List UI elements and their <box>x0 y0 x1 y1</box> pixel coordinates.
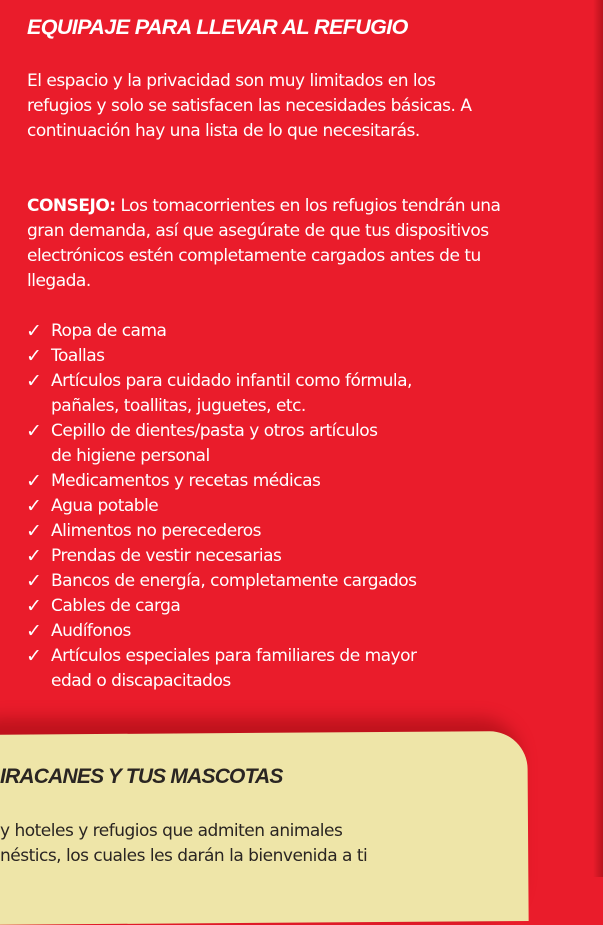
checklist-item: ✓ Prendas de vestir necesarias <box>26 545 282 567</box>
tip-paragraph <box>27 194 517 294</box>
pets-paragraph: y hoteles y refugios que admiten animales néstics, los cuales les darán la bienvenida a ti <box>0 821 368 866</box>
check-icon: ✓ <box>26 620 42 642</box>
check-icon: ✓ <box>26 345 42 367</box>
packing-checklist <box>26 319 417 694</box>
pets-heading: IRACANES Y TUS MASCOTAS <box>0 765 283 788</box>
check-icon: ✓ <box>26 370 42 392</box>
refuge-heading: EQUIPAJE PARA LLEVAR AL REFUGIO <box>27 15 408 39</box>
check-icon: ✓ <box>26 470 42 492</box>
checklist-item: ✓ Alimentos no perecederos <box>26 520 262 542</box>
check-icon: ✓ <box>26 595 42 617</box>
checklist-item: ✓ Bancos de energía, completamente cargados <box>26 570 417 592</box>
checklist-item: ✓ Ropa de cama <box>26 320 167 342</box>
checklist-item: ✓ Cepillo de dientes/pasta y otros artículos de higiene personal <box>26 420 378 466</box>
checklist-item: ✓ Artículos para cuidado infantil como fórmula, pañales, toallitas, juguetes, etc. <box>26 370 412 416</box>
checklist-item: ✓ Cables de carga <box>26 595 181 617</box>
checklist-item: ✓ Artículos especiales para familiares de mayor edad o discapacitados <box>26 645 417 691</box>
check-icon: ✓ <box>26 495 42 517</box>
tip-text: Los tomacorrientes en los refugios tendrán una gran demanda, así que asegúrate de que tus dispositivos electrónicos estén completamente cargados antes de tu llegada. <box>27 196 501 291</box>
checklist-item: ✓ Toallas <box>26 345 105 367</box>
check-icon: ✓ <box>26 520 42 542</box>
check-icon: ✓ <box>26 420 42 442</box>
checklist-item: ✓ Agua potable <box>26 495 159 517</box>
tip-label: CONSEJO: <box>27 196 116 216</box>
check-icon: ✓ <box>26 320 42 342</box>
check-icon: ✓ <box>26 545 42 567</box>
intro-paragraph: El espacio y la privacidad son muy limitados en los refugios y solo se satisfacen las necesidades básicas. A continuación hay una lista de lo que necesitarás. <box>27 71 472 141</box>
check-icon: ✓ <box>26 570 42 592</box>
check-icon: ✓ <box>26 645 42 667</box>
checklist-item: ✓ Medicamentos y recetas médicas <box>26 470 321 492</box>
page-edge-shadow <box>593 0 603 877</box>
checklist-item: ✓ Audífonos <box>26 620 131 642</box>
